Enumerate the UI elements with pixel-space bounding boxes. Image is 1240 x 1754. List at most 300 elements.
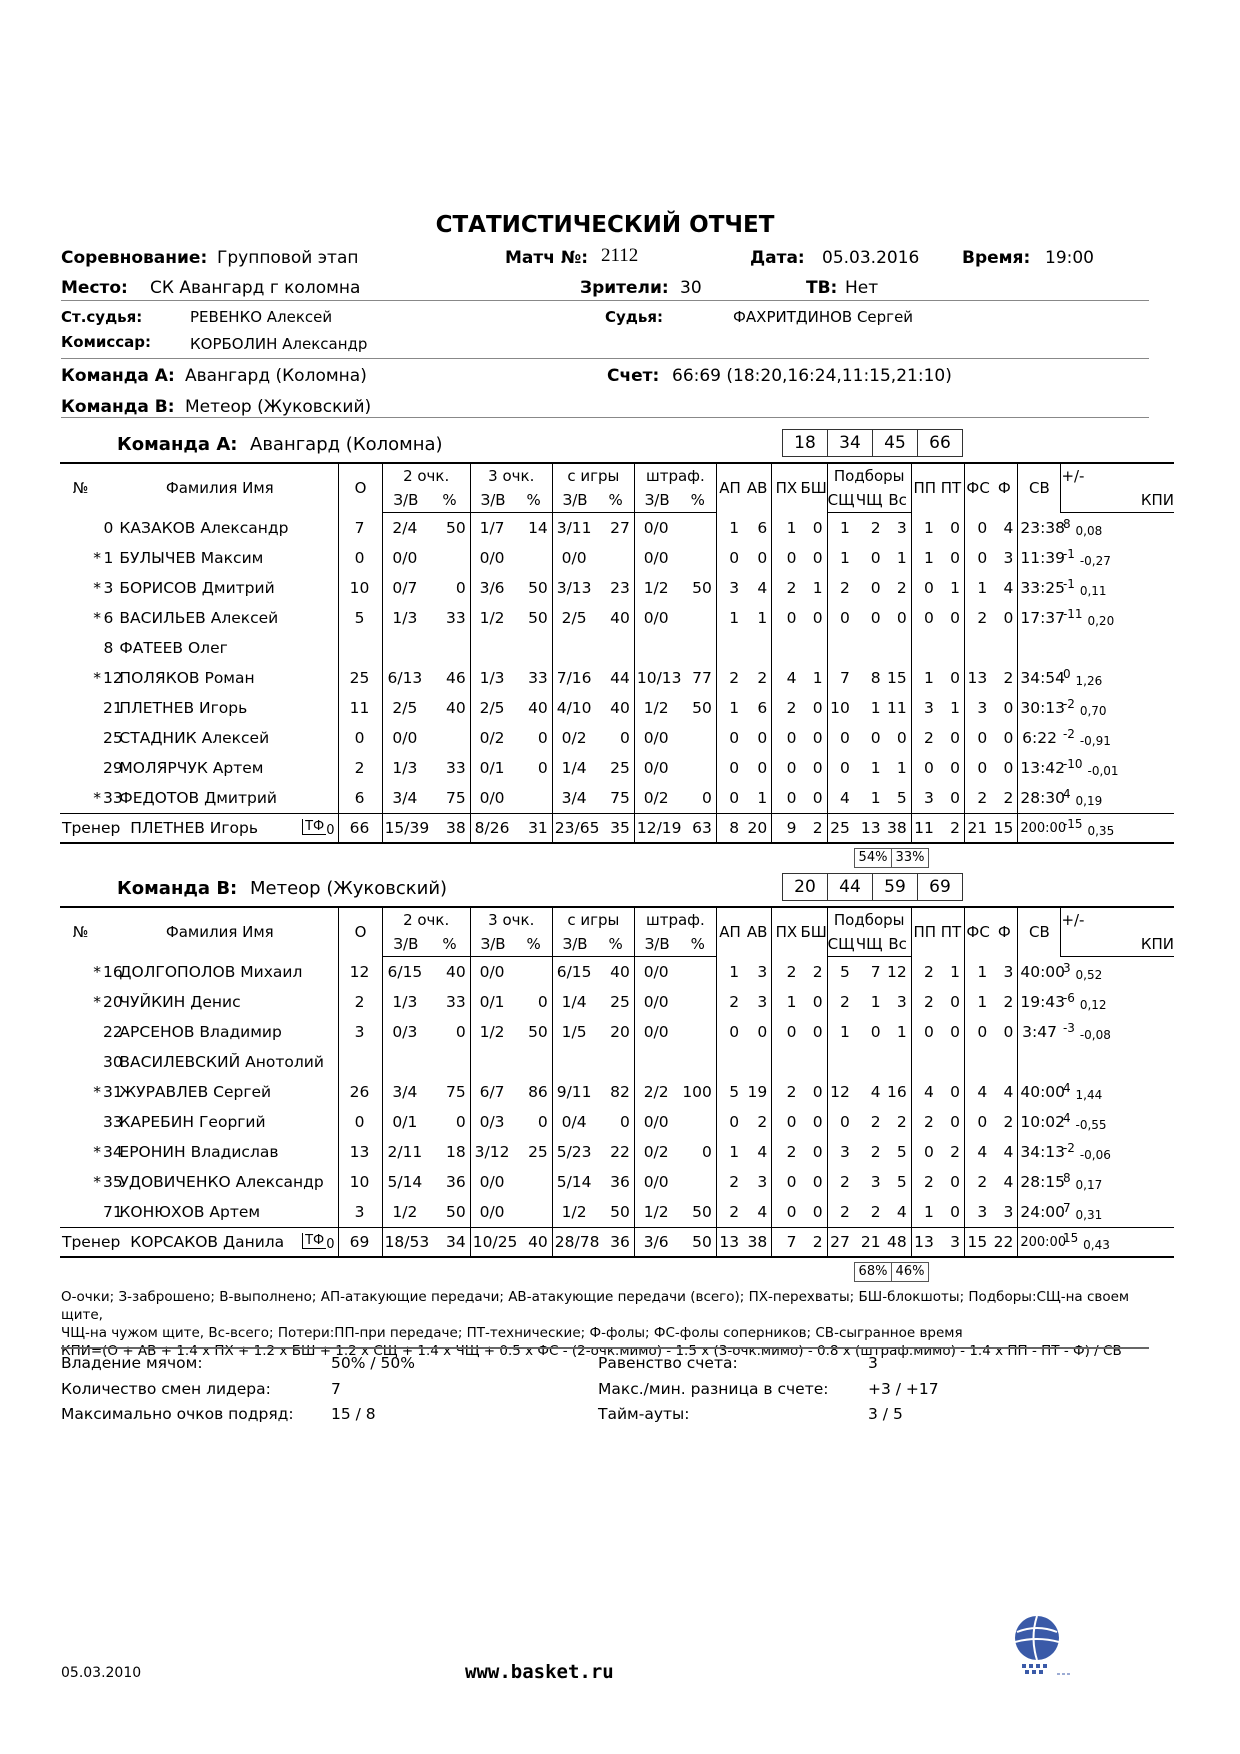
- player-number: 12: [103, 669, 123, 687]
- fouls: 0: [1003, 759, 1014, 777]
- field-goals: 0/0: [552, 543, 597, 573]
- total-plus-minus-value: 15: [1062, 1231, 1079, 1245]
- team-a-section-label: Команда А:: [117, 434, 238, 455]
- total-fouls-drawn: 15: [965, 1228, 992, 1258]
- two-pt-pct: 0: [455, 1023, 466, 1041]
- blocks: [801, 633, 828, 663]
- tf-label: ТФ: [302, 819, 326, 835]
- tech-turnovers: 0: [950, 729, 961, 747]
- field-goals-pct: 25: [610, 993, 630, 1011]
- plus-minus: [1061, 987, 1174, 1017]
- total-fouls-drawn: 21: [965, 814, 992, 844]
- total-minutes: 200:00: [1018, 814, 1061, 844]
- free-throws: 0/0: [634, 753, 679, 783]
- steals: 0: [772, 1107, 801, 1137]
- total-three-pt-pct: 40: [515, 1228, 552, 1258]
- pass-turnovers: 0: [911, 1017, 938, 1047]
- three-pt-pct: [515, 633, 552, 663]
- field-goals-pct: 0: [619, 729, 630, 747]
- field-goals-pct: 0: [619, 1113, 630, 1131]
- pass-turnovers: 3: [911, 693, 938, 723]
- minutes: 40:00: [1018, 957, 1061, 988]
- off-rebounds: 0: [870, 579, 881, 597]
- player-name: КОНЮХОВ Артем: [119, 1203, 261, 1221]
- blocks: 0: [812, 1023, 823, 1041]
- ties-label: Равенство счета:: [598, 1354, 738, 1372]
- player-name: ДОЛГОПОЛОВ Михаил: [119, 962, 303, 981]
- steals: 1: [772, 987, 801, 1017]
- starter-mark: [60, 513, 101, 544]
- three-pt: 2/5: [470, 693, 515, 723]
- two-pt-pct: [429, 1047, 470, 1077]
- total-free-throws: 12/19: [634, 814, 679, 844]
- minutes: 19:43: [1018, 987, 1061, 1017]
- column-header: %: [679, 932, 716, 957]
- free-throws-pct: [679, 723, 716, 753]
- match-label: Матч №:: [505, 248, 589, 268]
- def-rebounds: 1: [827, 543, 854, 573]
- blocks: 0: [812, 1113, 823, 1131]
- fouls: 0: [1003, 1023, 1014, 1041]
- tf-value: 0: [326, 1236, 335, 1252]
- column-header: БШ: [801, 463, 828, 513]
- three-pt-pct: [515, 543, 552, 573]
- fouls-drawn: 4: [965, 1077, 992, 1107]
- free-throws: 0/0: [634, 1107, 679, 1137]
- tech-turnovers: [938, 1047, 965, 1077]
- pass-turnovers: 0: [911, 573, 938, 603]
- starter-mark: [60, 693, 101, 723]
- starter-mark: [60, 1017, 101, 1047]
- total-rebounds: 1: [896, 759, 907, 777]
- three-pt: 0/3: [470, 1107, 515, 1137]
- field-goals: 3/13: [552, 573, 597, 603]
- field-goals: 1/2: [552, 1197, 597, 1228]
- total-free-throws: 3/6: [634, 1228, 679, 1258]
- player-row: [60, 693, 1174, 723]
- off-rebounds: 0: [870, 609, 881, 627]
- three-pt: 0/0: [470, 957, 515, 988]
- total-free-throws-pct: 50: [679, 1228, 716, 1258]
- time-value: 19:00: [1045, 248, 1094, 268]
- total-rebounds: 11: [887, 699, 907, 717]
- referee-label: Судья:: [605, 308, 664, 326]
- pass-turnovers: 0: [911, 753, 938, 783]
- off-rebounds: 2: [870, 1113, 881, 1131]
- plus-minus: [1061, 753, 1174, 783]
- chief-referee-label: Ст.судья:: [61, 308, 143, 326]
- tf-label: ТФ: [302, 1233, 326, 1249]
- two-pt: [382, 633, 429, 663]
- assists: 1: [716, 957, 743, 988]
- player-row: [60, 1047, 1174, 1077]
- plus-minus-value: -1: [1062, 577, 1075, 591]
- place-value: СК Авангард г коломна: [150, 278, 361, 298]
- assists-total: 6: [757, 699, 768, 717]
- fouls: 4: [1003, 579, 1014, 597]
- steals: 1: [772, 513, 801, 544]
- two-pt: 3/4: [382, 783, 429, 814]
- total-def-rebounds: 25: [827, 814, 854, 844]
- plus-minus: [1061, 663, 1174, 693]
- steals: 0: [772, 1197, 801, 1228]
- column-header: СЩ: [827, 932, 854, 957]
- free-throws-pct: [679, 1017, 716, 1047]
- column-header: ЧЩ: [854, 488, 885, 513]
- column-header: СВ: [1018, 907, 1061, 957]
- total-pass-turnovers: 11: [911, 814, 938, 844]
- field-goals: 1/5: [552, 1017, 597, 1047]
- score-diff-value: +3 / +17: [868, 1380, 939, 1398]
- off-rebounds: 3: [870, 1173, 881, 1191]
- off-rebounds: 0: [870, 1023, 881, 1041]
- plus-minus: [1061, 1167, 1174, 1197]
- blocks: 1: [812, 579, 823, 597]
- free-throws-pct: [679, 1107, 716, 1137]
- fouls: 2: [1003, 993, 1014, 1011]
- total-rebounds: 4: [896, 1203, 907, 1221]
- column-header: %: [429, 488, 470, 513]
- player-number: 20: [103, 993, 123, 1011]
- fouls-drawn: 0: [965, 723, 992, 753]
- two-pt: 5/14: [382, 1167, 429, 1197]
- fouls-drawn: 0: [965, 513, 992, 544]
- def-rebounds: 2: [827, 1167, 854, 1197]
- field-goals-pct: 75: [610, 789, 630, 807]
- three-pt: 6/7: [470, 1077, 515, 1107]
- assists: 0: [716, 753, 743, 783]
- column-header: З/В: [634, 932, 679, 957]
- rebound-pct: 33%: [891, 849, 928, 867]
- quarter-score: 44: [827, 874, 872, 900]
- pass-turnovers: 2: [911, 1167, 938, 1197]
- total-kpi-value: 0,35: [1087, 824, 1115, 838]
- free-throws: [634, 1047, 679, 1077]
- free-throws-pct: [679, 957, 716, 988]
- tech-turnovers: 0: [950, 549, 961, 567]
- rebound-pct: 46%: [891, 1263, 928, 1281]
- tech-turnovers: 1: [950, 579, 961, 597]
- fouls-drawn: 1: [965, 987, 992, 1017]
- fouls: 3: [1003, 1203, 1014, 1221]
- plus-minus-value: -3: [1062, 1021, 1075, 1035]
- two-pt-pct: 46: [446, 669, 466, 687]
- tech-turnovers: 0: [950, 1113, 961, 1131]
- blocks: 0: [812, 549, 823, 567]
- pass-turnovers: [911, 633, 938, 663]
- free-throws: 1/2: [634, 1197, 679, 1228]
- assists: 5: [716, 1077, 743, 1107]
- def-rebounds: 0: [827, 723, 854, 753]
- tv-value: Нет: [845, 278, 879, 298]
- fouls: 4: [1003, 1083, 1014, 1101]
- points: 0: [339, 723, 382, 753]
- column-header: +/-: [1061, 463, 1174, 488]
- minutes: 11:39: [1018, 543, 1061, 573]
- field-goals-pct: [597, 543, 634, 573]
- basket-logo-icon: [1012, 1610, 1072, 1680]
- column-header: №: [60, 463, 101, 513]
- player-name: УДОВИЧЕНКО Александр: [119, 1173, 324, 1191]
- total-free-throws-pct: 63: [679, 814, 716, 844]
- points: [339, 1047, 382, 1077]
- three-pt: 0/1: [470, 987, 515, 1017]
- three-pt: [470, 633, 515, 663]
- ties-value: 3: [868, 1354, 878, 1372]
- minutes: [1018, 1047, 1061, 1077]
- free-throws-pct: 77: [692, 669, 712, 687]
- two-pt: 0/1: [382, 1107, 429, 1137]
- player-row: [60, 1077, 1174, 1107]
- plus-minus: [1061, 1107, 1174, 1137]
- referee-value: ФАХРИТДИНОВ Сергей: [733, 308, 914, 326]
- column-header: ФС: [965, 463, 992, 513]
- def-rebounds: 2: [827, 987, 854, 1017]
- field-goals: 0/2: [552, 723, 597, 753]
- column-header: %: [597, 932, 634, 957]
- quarter-score: 18: [794, 433, 816, 453]
- three-pt-pct: 50: [528, 609, 548, 627]
- fouls-drawn: 0: [965, 1107, 992, 1137]
- assists: 1: [716, 1137, 743, 1167]
- minutes: 3:47: [1018, 1017, 1061, 1047]
- steals: [772, 633, 801, 663]
- player-name: ЖУРАВЛЕВ Сергей: [119, 1083, 272, 1101]
- assists-total: 0: [757, 1023, 768, 1041]
- starter-mark: *: [93, 1083, 102, 1101]
- field-goals-pct: [597, 633, 634, 663]
- total-fouls: 15: [991, 814, 1018, 844]
- column-header: З/В: [382, 488, 429, 513]
- points: 5: [339, 603, 382, 633]
- points: 25: [339, 663, 382, 693]
- coach-label: Тренер: [62, 1232, 121, 1251]
- assists-total: 3: [757, 993, 768, 1011]
- player-name: ПОЛЯКОВ Роман: [119, 669, 255, 687]
- tf-value: 0: [326, 822, 335, 838]
- two-pt-pct: 36: [446, 1173, 466, 1191]
- tech-turnovers: [938, 633, 965, 663]
- starter-mark: *: [93, 962, 102, 981]
- player-row: [60, 573, 1174, 603]
- quarter-score: 45: [872, 430, 917, 456]
- team-a-value: Авангард (Коломна): [185, 366, 367, 386]
- total-two-pt-pct: 38: [429, 814, 470, 844]
- total-steals: 7: [772, 1228, 801, 1258]
- player-name: ФЕДОТОВ Дмитрий: [119, 789, 277, 807]
- off-rebounds: 7: [870, 963, 881, 981]
- def-rebounds: 12: [827, 1077, 854, 1107]
- def-rebounds: [827, 1047, 854, 1077]
- pass-turnovers: 1: [911, 1197, 938, 1228]
- free-throws: 0/0: [634, 1017, 679, 1047]
- off-rebounds: 2: [870, 1203, 881, 1221]
- free-throws-pct: 100: [682, 1083, 712, 1101]
- total-field-goals: 28/78: [552, 1228, 597, 1258]
- steals: 2: [772, 957, 801, 988]
- plus-minus: [1061, 603, 1174, 633]
- three-pt: 3/6: [470, 573, 515, 603]
- three-pt-pct: [515, 1047, 552, 1077]
- kpi-value: -0,08: [1079, 1028, 1111, 1042]
- total-rebounds: 3: [896, 519, 907, 537]
- total-plus-minus: [1061, 1228, 1174, 1258]
- fouls-drawn: 3: [965, 1197, 992, 1228]
- column-header: Ф: [991, 463, 1018, 513]
- two-pt: [382, 1047, 429, 1077]
- three-pt-pct: 33: [528, 669, 548, 687]
- fouls-drawn: 2: [965, 603, 992, 633]
- time-label: Время:: [962, 248, 1031, 268]
- total-rebounds: 5: [896, 789, 907, 807]
- free-throws: 0/0: [634, 513, 679, 544]
- column-header: ПП: [911, 463, 938, 513]
- column-header: +/-: [1061, 907, 1174, 932]
- fouls: 0: [1003, 609, 1014, 627]
- minutes: [1018, 633, 1061, 663]
- total-rebounds: 12: [887, 963, 907, 981]
- tech-turnovers: 0: [950, 1023, 961, 1041]
- total-points: 69: [339, 1228, 382, 1258]
- three-pt: 0/0: [470, 783, 515, 814]
- player-row: [60, 957, 1174, 988]
- two-pt-pct: 40: [446, 963, 466, 981]
- field-goals: 5/23: [552, 1137, 597, 1167]
- player-number: 6: [103, 609, 114, 627]
- fouls: 0: [1003, 729, 1014, 747]
- plus-minus: [1061, 1077, 1174, 1107]
- off-rebounds: 2: [870, 519, 881, 537]
- minutes: 23:38: [1018, 513, 1061, 544]
- def-rebounds: 3: [827, 1137, 854, 1167]
- def-rebounds: 10: [827, 693, 854, 723]
- minutes: 34:54: [1018, 663, 1061, 693]
- competition-value: Групповой этап: [217, 248, 359, 268]
- three-pt-pct: [515, 1167, 552, 1197]
- assists-total: 0: [757, 729, 768, 747]
- kpi-value: 0,31: [1075, 1208, 1103, 1222]
- plus-minus: [1061, 633, 1174, 663]
- fouls-drawn: 13: [965, 663, 992, 693]
- tech-turnovers: 0: [950, 789, 961, 807]
- footer-url[interactable]: www.basket.ru: [465, 1661, 614, 1683]
- team-b-rebound-percent: [854, 1262, 929, 1282]
- minutes: 33:25: [1018, 573, 1061, 603]
- player-name: ВАСИЛЬЕВ Алексей: [119, 609, 279, 627]
- kpi-value: 0,20: [1087, 614, 1115, 628]
- two-pt-pct: 0: [455, 1113, 466, 1131]
- quarter-score: 69: [917, 874, 962, 900]
- quarter-score: 59: [872, 874, 917, 900]
- column-header: Фамилия Имя: [101, 907, 339, 957]
- three-pt: 0/0: [470, 1167, 515, 1197]
- points: 2: [339, 987, 382, 1017]
- legend-line: О-очки; З-заброшено; В-выполнено; АП-атакующие передачи; АВ-атакующие передачи (всего); ПХ-перехваты; БШ-блокшоты; Подборы:СЩ-на своем щите,: [61, 1289, 1130, 1323]
- steals: 0: [772, 723, 801, 753]
- blocks: 0: [812, 1203, 823, 1221]
- possession-value: 50% / 50%: [331, 1354, 415, 1372]
- off-rebounds: 0: [870, 549, 881, 567]
- free-throws: 0/0: [634, 957, 679, 988]
- column-header: Подборы: [827, 463, 911, 488]
- def-rebounds: 2: [827, 1197, 854, 1228]
- player-row: [60, 987, 1174, 1017]
- pass-turnovers: 2: [911, 723, 938, 753]
- assists: 0: [716, 783, 743, 814]
- total-field-goals-pct: 35: [597, 814, 634, 844]
- three-pt: 3/12: [470, 1137, 515, 1167]
- free-throws-pct: [679, 1167, 716, 1197]
- fouls-drawn: 3: [965, 693, 992, 723]
- blocks: 0: [812, 609, 823, 627]
- column-header: 3 очк.: [470, 463, 552, 488]
- blocks: 0: [812, 789, 823, 807]
- total-blocks: 2: [801, 814, 828, 844]
- starter-mark: *: [93, 789, 102, 807]
- points: 3: [339, 1017, 382, 1047]
- team-a-quarter-scores: [782, 429, 963, 457]
- blocks: 0: [812, 993, 823, 1011]
- plus-minus-value: -10: [1062, 757, 1083, 771]
- starter-mark: [60, 1047, 101, 1077]
- two-pt: 1/2: [382, 1197, 429, 1228]
- score-label: Счет:: [607, 366, 660, 386]
- steals: 0: [772, 783, 801, 814]
- field-goals: [552, 1047, 597, 1077]
- column-header: АП: [716, 907, 743, 957]
- minutes: 40:00: [1018, 1077, 1061, 1107]
- column-header: с игры: [552, 463, 634, 488]
- steals: 2: [772, 1137, 801, 1167]
- player-name: ПЛЕТНЕВ Игорь: [119, 699, 248, 717]
- player-name: МОЛЯРЧУК Артем: [119, 759, 264, 777]
- def-rebounds: 4: [827, 783, 854, 814]
- player-number: 35: [103, 1173, 123, 1191]
- column-header: %: [429, 932, 470, 957]
- total-rebounds: [885, 633, 912, 663]
- blocks: 0: [812, 759, 823, 777]
- two-pt-pct: 33: [446, 759, 466, 777]
- field-goals: 5/14: [552, 1167, 597, 1197]
- plus-minus: [1061, 573, 1174, 603]
- three-pt-pct: [515, 957, 552, 988]
- tech-turnovers: 0: [950, 669, 961, 687]
- free-throws-pct: [679, 1047, 716, 1077]
- footer-date: 05.03.2010: [61, 1665, 142, 1681]
- off-rebounds: [854, 633, 885, 663]
- quarter-score: 20: [794, 877, 816, 897]
- player-number: 30: [103, 1053, 123, 1071]
- assists-total: [743, 1047, 772, 1077]
- total-tech-turnovers: 3: [938, 1228, 965, 1258]
- fouls-drawn: 4: [965, 1137, 992, 1167]
- free-throws: 0/0: [634, 1167, 679, 1197]
- column-header: №: [60, 907, 101, 957]
- tech-turnovers: 0: [950, 609, 961, 627]
- pass-turnovers: 2: [911, 1107, 938, 1137]
- player-number: 34: [103, 1143, 123, 1161]
- starter-mark: *: [93, 549, 102, 567]
- team-b-quarter-scores: [782, 873, 963, 901]
- total-three-pt: 10/25: [470, 1228, 515, 1258]
- plus-minus-value: 3: [1062, 961, 1071, 975]
- column-header: З/В: [382, 932, 429, 957]
- three-pt-pct: 50: [528, 579, 548, 597]
- commissioner-value: КОРБОЛИН Александр: [190, 335, 368, 353]
- pass-turnovers: 0: [911, 1137, 938, 1167]
- points: [339, 633, 382, 663]
- steals: 2: [772, 573, 801, 603]
